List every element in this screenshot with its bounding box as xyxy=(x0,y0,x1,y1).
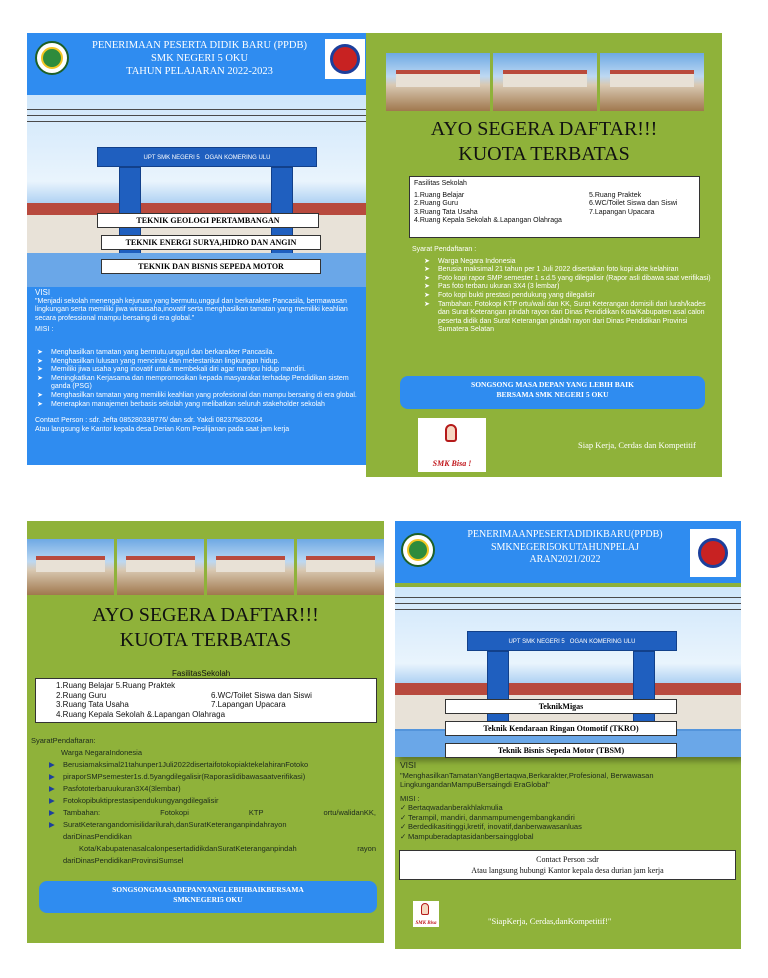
thumbs-up-icon xyxy=(445,424,457,442)
fasilitas-title: FasilitasSekolah xyxy=(172,669,231,678)
syarat-title: Syarat Pendaftaran : xyxy=(412,246,477,253)
headline-kuota: KUOTA TERBATAS xyxy=(119,629,292,651)
header-line-3: ARAN2021/2022 xyxy=(529,554,601,565)
thumbs-up-icon xyxy=(421,903,429,915)
fasilitas-item: 2.Ruang Guru xyxy=(414,200,458,208)
syarat-item: ➤ Foto kopi rapor SMP semester 1 s.d.5 yang dilegalisir (Rapor asli dibawa saat verifikasi) xyxy=(422,275,712,284)
smk-bisa-badge xyxy=(418,418,486,472)
fasilitas-item: 3.Ruang Tata Usaha xyxy=(414,208,478,216)
fasilitas-item: 6.WC/Toilet Siswa dan Siswi xyxy=(211,690,312,700)
gate-sign-right: OGAN KOMERING ULU xyxy=(569,639,636,645)
misi-item: ➤ Menghasilkan tamatan yang bermutu,unggul dan berkarakter Pancasila. xyxy=(35,349,367,358)
fasilitas-item: 2.Ruang Guru xyxy=(56,690,107,700)
misi-title: MISI : xyxy=(35,326,54,334)
fasilitas-item: 3.Ruang Tata Usaha xyxy=(56,700,129,710)
misi-item: ➤ Memiliki jiwa usaha yang inovatif untuk membekali diri agar mampu hidup mandiri. xyxy=(35,366,367,375)
visi-text: "Menjadi sekolah menengah kejuruan yang bermutu,unggul dan berkarakter Pancasila, bermawasan lingkungan serta memiliki jiwa wirausaha,inovatif serta menghasilkan tamatan yang memiliki keahlian secara professional mampu bersaing di era global." xyxy=(35,297,348,322)
slogan-line-2: BERSAMA SMK NEGERI 5 OKU xyxy=(496,390,609,399)
contact-office: Atau langsung ke Kantor kepala desa Derian Kom Pesilijanan pada saat jam kerja xyxy=(35,425,290,433)
visi-title: VISI xyxy=(35,288,51,297)
misi-item: Bertaqwadanberakhlakmulia xyxy=(408,803,503,812)
gate-sign-left: UPT SMK NEGERI 5 xyxy=(143,155,200,161)
contact-person: Contact Person :sdr xyxy=(536,855,599,864)
major-label-1: TeknikMigas xyxy=(445,699,677,714)
syarat-item: ➤ Foto kopi bukti prestasi pendukung yang dilegalisir xyxy=(422,292,712,301)
smk-logo-icon xyxy=(690,529,736,577)
misi-item: Terampil, mandiri, danmampumengembangkandiri xyxy=(408,812,575,822)
misi-item: ➤ Menghasilkan lulusan yang mencintai dan melestarikan lingkungan hidup. xyxy=(35,358,367,367)
header-line-1: PENERIMAAN PESERTA DIDIK BARU (PPDB) xyxy=(92,40,307,51)
slogan-line-1: SONGSONGMASADEPANYANGLEBIHBAIKBERSAMA xyxy=(112,885,304,894)
major-label-2: TEKNIK ENERGI SURYA,HIDRO DAN ANGIN xyxy=(101,235,321,250)
sumsel-logo-icon xyxy=(401,533,435,567)
header-line-3: TAHUN PELAJARAN 2022-2023 xyxy=(126,66,273,77)
fasilitas-item: 4.Ruang Kepala Sekolah &.Lapangan Olahraga xyxy=(414,217,562,225)
slogan-banner xyxy=(400,376,705,409)
fasilitas-item: 6.WC/Toilet Siswa dan Siswi xyxy=(589,200,678,208)
contact-office: Atau langsung hubungi Kantor kepala desa durian jam kerja xyxy=(471,866,664,875)
fasilitas-item: 7.Lapangan Upacara xyxy=(211,700,286,710)
headline-kuota: KUOTA TERBATAS xyxy=(458,143,630,165)
major-label-1: TEKNIK GEOLOGI PERTAMBANGAN xyxy=(97,213,319,228)
syarat-title: SyaratPendaftaran: xyxy=(31,736,96,745)
daftar-poster-2021-green: AYO SEGERA DAFTAR!!! KUOTA TERBATAS FasilitasSekolah 1.Ruang Belajar 5.Ruang Praktek 2.Ruang Guru 6.WC/Toilet Siswa dan Siswi 3.Ruang Tata Usaha 7.Lapangan Upacara 4.Ruang Kepala Sekolah &.Lapangan Olahraga SyaratPendaftaran: Warga NegaraIndonesia ▶ Berusiamaksimal21tahunper1Juli2022disertaifotokopiaktekelahiranFotoko ▶ piraporSMPsemester1s.d.5yangdilegalisir(Raporaslidibawasaatverifikasi) ▶ Pasfototerbaruukuran3X4(3lembar) ▶ Fotokopibuktiprestasipendukungyangdilegalisir ▶ Tambahan: Fotokopi KTP ortu/walidanKK, ▶ SuratKeterangandomisilidarilurah,danSuratKeteranganpindahrayon dariDinasPendidikan Kota/KabupatenasalcalonpesertadidikdanSuratKeteranganpindah rayon dariDinasPendidikanProvinsiSumsel SONGSONGMASADEPANYANGLEBIHBAIKBERSAMA SMKNEGERI5 OKU xyxy=(27,521,384,943)
fasilitas-box xyxy=(409,176,700,238)
smk-bisa-badge xyxy=(413,901,439,927)
sumsel-logo-icon xyxy=(35,41,69,75)
major-label-3: Teknik Bisnis Sepeda Motor (TBSM) xyxy=(445,743,677,758)
header-line-1: PENERIMAANPESERTADIDIKBARU(PPDB) xyxy=(467,529,663,540)
misi-item: Mampuberadaptasidanbersaingglobal xyxy=(408,831,534,841)
smk-bisa-text: SMK Bisa ! xyxy=(432,459,472,468)
misi-item: Berdedikasitinggi,kretif, inovatif,danberwawasanluas xyxy=(408,822,582,831)
syarat-first: Warga NegaraIndonesia xyxy=(61,748,143,757)
fasilitas-item: 7.Lapangan Upacara xyxy=(589,208,655,216)
ppdb-poster-2021-mixed: PENERIMAANPESERTADIDIKBARU(PPDB) SMKNEGERI5OKUTAHUNPELAJ ARAN2021/2022 UPT SMK NEGERI 5 OGAN KOMERING ULU TeknikMigas Teknik Kendaraan Ringan Otomotif (TKRO) Teknik Bisnis Sepeda Motor (TBSM) VISI "MenghasilkanTamatanYangBertaqwa,Berkarakter,Profesional, Berwawasan LingkungandanMampuBersaingdi EraGlobal" MISI : ✓ Bertaqwadanberakhlakmulia ✓ Terampil, mandiri, danmampumengembangkandiri ✓ Berdedikasitinggi,kretif, inovatif,danberwawasanluas ✓ Mampuberadaptasidanbersaingglobal Contact Person :sdr Atau langsung hubungi Kantor kepala desa durian jam kerja SMK Bisa "SiapKerja, Cerdas,danKompetitif!" xyxy=(395,521,741,949)
syarat-item: Fotokopibuktiprestasipendukungyangdilegalisir xyxy=(63,796,219,805)
syarat-item: piraporSMPsemester1s.d.5yangdilegalisir(Raporaslidibawasaatverifikasi) xyxy=(63,772,306,781)
fasilitas-item: 1.Ruang Belajar xyxy=(414,191,465,199)
fasilitas-item: 5.Ruang Praktek xyxy=(589,191,642,199)
misi-title: MISI : xyxy=(400,793,420,803)
visi-text: "MenghasilkanTamatanYangBertaqwa,Berkarakter,Profesional, Berwawasan LingkungandanMampuBersaingdi EraGlobal" xyxy=(400,770,654,789)
fasilitas-item: 4.Ruang Kepala Sekolah &.Lapangan Olahraga xyxy=(56,709,226,719)
fasilitas-item: 1.Ruang Belajar 5.Ruang Praktek xyxy=(56,681,176,690)
tambahan-label: Tambahan: xyxy=(63,808,101,817)
gate-sign-left: UPT SMK NEGERI 5 xyxy=(508,639,565,645)
smk-logo-icon xyxy=(325,39,365,79)
tambahan-ktp: KTP xyxy=(248,808,264,817)
gate-sign-right: OGAN KOMERING ULU xyxy=(204,155,271,161)
tagline: "SiapKerja, Cerdas,danKompetitif!" xyxy=(488,916,612,926)
tagline: Siap Kerja, Cerdas dan Kompetitif xyxy=(578,440,696,450)
slogan-line-1: SONGSONG MASA DEPAN YANG LEBIH BAIK xyxy=(471,380,634,389)
syarat-item: Berusiamaksimal21tahunper1Juli2022disertaifotokopiaktekelahiranFotoko xyxy=(63,760,309,769)
daftar-poster-2022-green xyxy=(366,33,722,477)
slogan-banner xyxy=(39,881,377,913)
surat-rayon: rayon xyxy=(357,844,376,853)
ppdb-poster-2022-blue xyxy=(27,33,374,465)
header-line-2: SMK NEGERI 5 OKU xyxy=(150,53,249,64)
header-line-2: SMKNEGERI5OKUTAHUNPELAJ xyxy=(490,541,640,553)
fasilitas-title: Fasilitas Sekolah xyxy=(414,180,467,187)
headline-daftar: AYO SEGERA DAFTAR!!! xyxy=(430,118,658,140)
syarat-item: ➤ Tambahan: Fotokopi KTP ortu/wali dan KK, Surat Keterangan domisili dari lurah/kades dan Surat Keterangan pindah rayon dari Dinas Pendidikan Kota/Kabupaten asal calon peserta didik dan Surat Keterangan pindah rayon dari Dinas Pendidikan Provinsi Sumatera Selatan xyxy=(422,301,712,335)
header-band xyxy=(395,521,741,583)
surat-line: Kota/KabupatenasalcalonpesertadidikdanSuratKeteranganpindah xyxy=(79,844,297,853)
contact-box xyxy=(399,850,736,880)
misi-item: ➤ Meningkatkan Kerjasama dan mempromosikan kepada masyarakat terhadap Pendidikan sistem ganda (PSG) xyxy=(35,375,367,392)
visi-title: VISI xyxy=(400,760,417,770)
slogan-line-2: SMKNEGERI5 OKU xyxy=(173,895,243,904)
syarat-item: ➤ Pas foto terbaru ukuran 3X4 (3 lembar) xyxy=(422,283,712,292)
smk-bisa-text: SMK Bisa xyxy=(415,921,437,926)
misi-item: ➤ Menerapkan manajemen berbasis sekolah yang melibatkan seluruh stakeholder sekolah xyxy=(35,401,367,410)
surat-line: dariDinasPendidikanProvinsiSumsel xyxy=(63,856,184,865)
syarat-item: ➤ Warga Negara Indonesia xyxy=(422,258,712,267)
fasilitas-box xyxy=(35,678,377,723)
tambahan-end: ortu/walidanKK, xyxy=(323,808,376,817)
school-photo-strip xyxy=(27,539,384,595)
major-label-2: Teknik Kendaraan Ringan Otomotif (TKRO) xyxy=(445,721,677,736)
syarat-item: Pasfototerbaruukuran3X4(3lembar) xyxy=(63,784,181,793)
surat-line: SuratKeterangandomisilidarilurah,danSuratKeteranganpindahrayon xyxy=(63,820,287,829)
school-photo-strip xyxy=(386,53,704,111)
contact-person: Contact Person : sdr. Jefta 085280339776/ dan sdr. Yakdi 082375820264 xyxy=(35,417,263,425)
tambahan-mid: Fotokopi xyxy=(160,808,189,817)
syarat-item: ➤ Berusia maksimal 21 tahun per 1 Juli 2022 disertakan foto kopi akte kelahiran xyxy=(422,266,712,275)
misi-item: ➤ Menghasilkan tamatan yang memiliki keahlian yang profesional dan mampu bersaing di era global. xyxy=(35,392,367,401)
major-label-3: TEKNIK DAN BISNIS SEPEDA MOTOR xyxy=(101,259,321,274)
headline-daftar: AYO SEGERA DAFTAR!!! xyxy=(92,604,319,626)
surat-line: dariDinasPendidikan xyxy=(63,832,132,841)
